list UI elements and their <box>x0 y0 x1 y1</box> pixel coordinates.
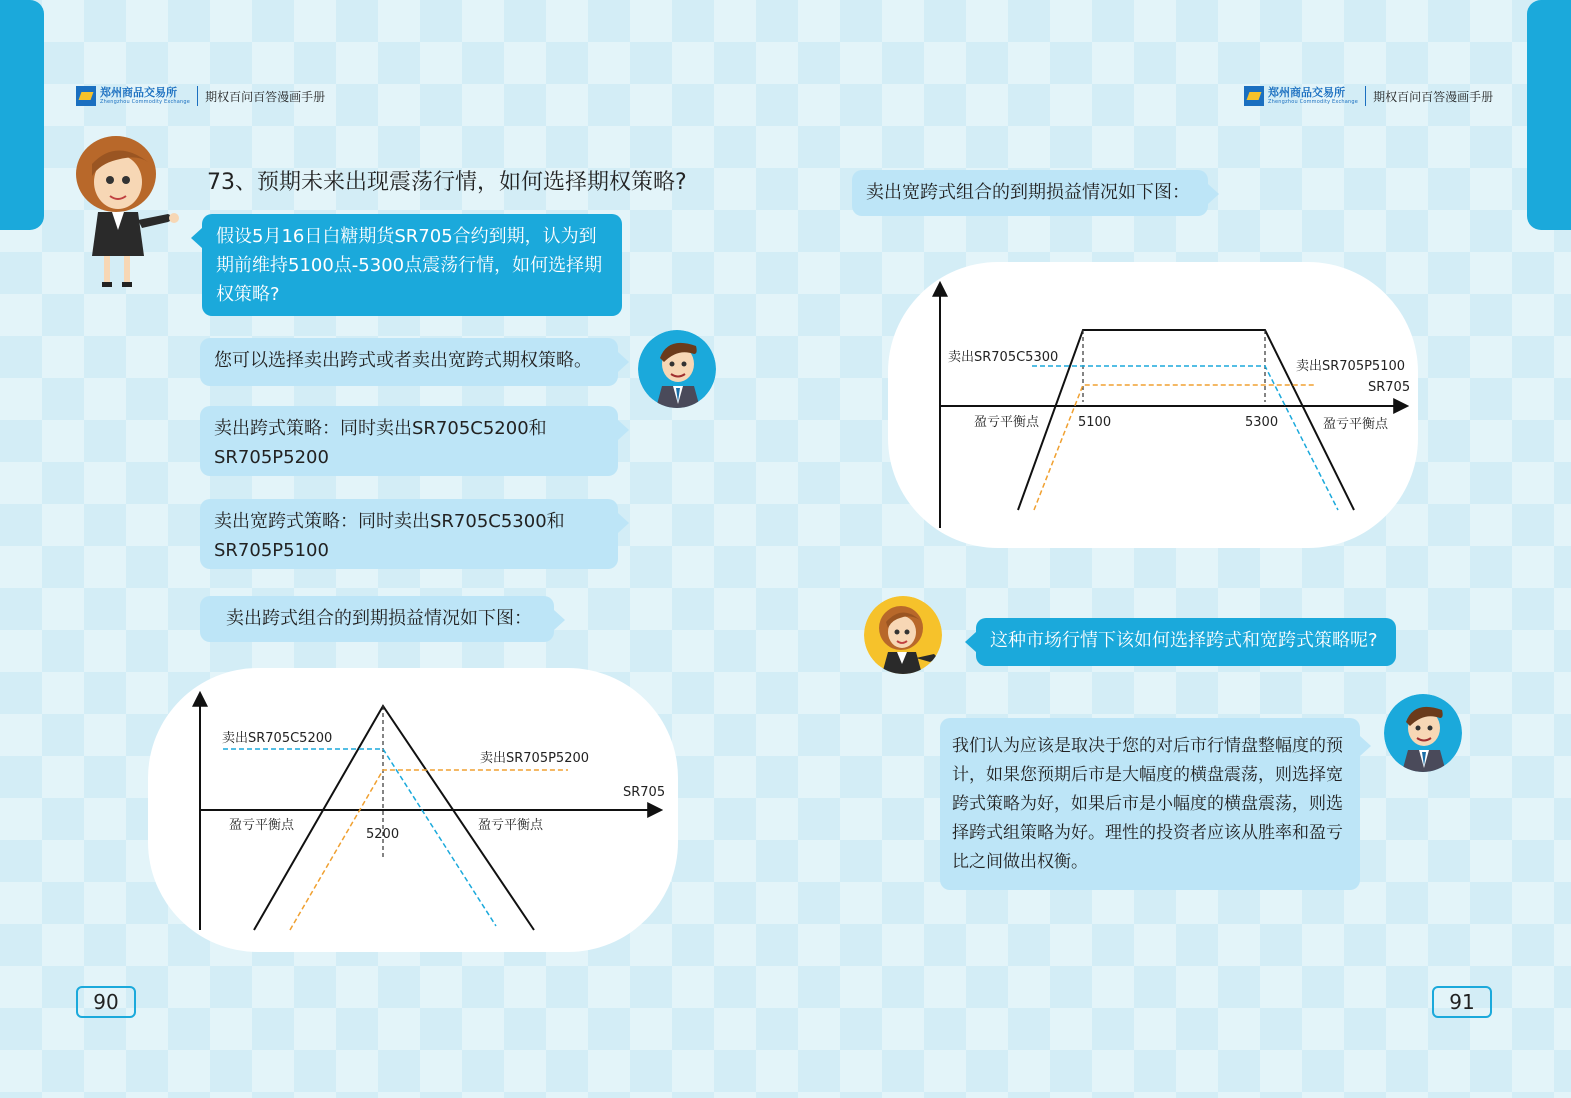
strangle-chart-intro-bubble: 卖出宽跨式组合的到期损益情况如下图： <box>852 170 1208 216</box>
left-page-header <box>76 84 325 108</box>
combined-payoff-line <box>1018 330 1354 510</box>
strike-label: 5200 <box>366 827 400 842</box>
breakeven-left-label: 盈亏平衡点 <box>974 415 1040 430</box>
answer-bubble: 您可以选择卖出跨式或者卖出宽跨式期权策略。 <box>200 338 618 386</box>
brand-name-cn: 郑州商品交易所 <box>100 85 177 99</box>
strangle-strategy-bubble: 卖出宽跨式策略：同时卖出SR705C5300和SR705P5100 <box>200 499 618 569</box>
man-avatar-icon <box>1384 694 1462 772</box>
x-axis-label: SR705 <box>623 785 666 800</box>
straddle-chart <box>148 668 678 952</box>
straddle-strategy-bubble: 卖出跨式策略：同时卖出SR705C5200和SR705P5200 <box>200 406 618 476</box>
page-number-left: 90 <box>76 986 136 1018</box>
x-axis-label: SR705 <box>1368 380 1411 395</box>
right-side-tab <box>1527 0 1571 230</box>
question-title: 73、预期未来出现震荡行情，如何选择期权策略? <box>207 170 687 195</box>
left-side-tab <box>0 0 44 230</box>
brand-name-en: Zhengzhou Commodity Exchange <box>1268 98 1359 105</box>
series-call-line <box>223 749 496 926</box>
series-put-label: 卖出SR705P5200 <box>480 751 590 766</box>
exchange-logo-icon <box>76 86 96 106</box>
series-put-label: 卖出SR705P5100 <box>1296 359 1406 374</box>
right-page-header <box>1244 84 1493 108</box>
question-bubble: 假设5月16日白糖期货SR705合约到期，认为到期前维持5100点-5300点震荡行情，如何选择期权策略? <box>202 214 622 316</box>
exchange-brand <box>100 87 190 106</box>
book-title: 期权百问百答漫画手册 <box>1373 89 1494 104</box>
header-divider <box>197 86 198 106</box>
woman-avatar-icon <box>864 596 942 674</box>
exchange-logo-icon <box>1244 86 1264 106</box>
woman-character-icon <box>70 134 182 290</box>
brand-name-en: Zhengzhou Commodity Exchange <box>100 98 191 105</box>
breakeven-right-label: 盈亏平衡点 <box>1323 417 1389 432</box>
series-call-line <box>1032 366 1338 510</box>
breakeven-right-label: 盈亏平衡点 <box>478 818 544 833</box>
straddle-chart-intro-bubble: 卖出跨式组合的到期损益情况如下图： <box>200 596 554 642</box>
strike-label-high: 5300 <box>1245 415 1279 430</box>
breakeven-left-label: 盈亏平衡点 <box>229 818 295 833</box>
answer-bubble-right: 我们认为应该是取决于您的对后市行情盘整幅度的预计，如果您预期后市是大幅度的横盘震荡，则选择宽跨式策略为好，如果后市是小幅度的横盘震荡，则选择跨式组策略为好。理性的投资者应该从胜率和盈亏比之间做出权衡。 <box>940 718 1360 890</box>
series-put-line <box>1034 385 1316 510</box>
header-divider <box>1365 86 1366 106</box>
brand-name-cn: 郑州商品交易所 <box>1268 85 1345 99</box>
question-bubble-right: 这种市场行情下该如何选择跨式和宽跨式策略呢? <box>976 618 1396 666</box>
series-call-label: 卖出SR705C5200 <box>222 731 333 746</box>
man-avatar-icon <box>638 330 716 408</box>
book-title: 期权百问百答漫画手册 <box>205 89 326 104</box>
series-call-label: 卖出SR705C5300 <box>948 350 1059 365</box>
strangle-chart <box>888 262 1418 548</box>
exchange-brand <box>1268 87 1358 106</box>
strike-label-low: 5100 <box>1078 415 1112 430</box>
page-number-right: 91 <box>1432 986 1492 1018</box>
